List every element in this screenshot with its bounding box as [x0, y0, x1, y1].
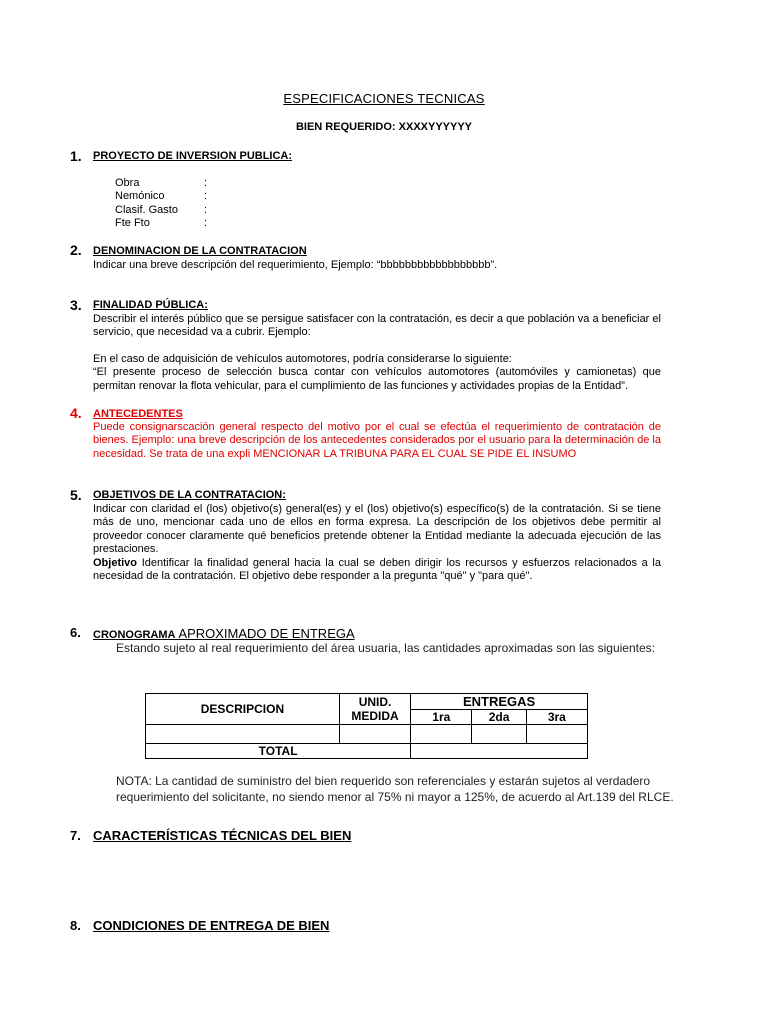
section-6-heading-a: CRONOGRAMA: [93, 629, 176, 641]
field-row: [115, 177, 207, 190]
field-row: [115, 204, 207, 217]
section-8-heading: CONDICIONES DE ENTREGA DE BIEN: [93, 918, 330, 933]
section-3-number: 3.: [70, 297, 82, 313]
table-row: [146, 725, 588, 744]
section-5-number: 5.: [70, 487, 82, 503]
table-cell: [146, 725, 340, 744]
section-3-paragraph-2: [93, 353, 661, 393]
header-descripcion: DESCRIPCION: [146, 694, 340, 725]
header-medida: MEDIDA: [351, 709, 399, 723]
section-7-number: 7.: [70, 828, 81, 843]
field-separator: :: [204, 203, 208, 216]
table-header-row: [146, 694, 588, 710]
header-2da: 2da: [472, 710, 526, 725]
total-value: [411, 744, 588, 759]
objetivo-label: Objetivo: [93, 557, 138, 569]
field-label: Clasif. Gasto: [115, 203, 178, 216]
section-4-number: 4.: [70, 405, 82, 421]
section-5-paragraph-2: [93, 557, 661, 584]
header-unid-medida: [339, 694, 410, 725]
section-6-heading-b: APROXIMADO DE ENTREGA: [175, 626, 355, 641]
section-5-heading: OBJETIVOS DE LA CONTRATACION:: [93, 489, 286, 501]
objetivo-text: Identificar la finalidad general hacia la cual se deben dirigir los recursos y esfuerzos relacionados a la necesidad de la contratación. El objetivo debe responder a la pregunta "qué" y "para qué".: [93, 557, 661, 583]
section-2-heading: DENOMINACION DE LA CONTRATACION: [93, 245, 307, 257]
section-3-intro: En el caso de adquisición de vehículos automotores, podría considerarse lo siguiente:: [93, 353, 512, 365]
document-title: ESPECIFICACIONES TECNICAS: [283, 91, 485, 106]
total-label: TOTAL: [146, 744, 411, 759]
header-1ra: 1ra: [411, 710, 472, 725]
section-8-number: 8.: [70, 918, 81, 933]
section-4-text: Puede consignarscación general respecto del motivo por el cual se efectúa el requerimiento de contratación de bienes. Ejemplo: una breve descripción de los antecedentes considerados por el usuario para la determinación de la necesidad. Se trata de una expli MENCIONAR LA TRIBUNA PARA EL CUAL SE PIDE EL INSUMO: [93, 421, 661, 460]
header-3ra: 3ra: [526, 710, 587, 725]
section-1-number: 1.: [70, 148, 82, 164]
section-6-note: NOTA: La cantidad de suministro del bien requerido son referenciales y estarán sujetos al verdadero requerimiento del solicitante, no siendo menor al 75% ni mayor a 125%, de acuerdo al Art.139 del RLCE.: [116, 774, 674, 804]
deliveries-table: [145, 693, 588, 759]
table-total-row: [146, 744, 588, 759]
field-separator: :: [204, 177, 208, 189]
field-row: [115, 190, 207, 203]
field-separator: :: [204, 217, 208, 230]
section-7-heading: CARACTERÍSTICAS TÉCNICAS DEL BIEN: [93, 828, 352, 843]
section-1-fields: [115, 177, 207, 231]
section-2-number: 2.: [70, 242, 82, 258]
field-label: Obra: [115, 177, 140, 189]
header-unid: UNID.: [358, 695, 392, 709]
field-label: Fte Fto: [115, 217, 150, 230]
table-cell: [526, 725, 587, 744]
section-3-heading: FINALIDAD PÚBLICA:: [93, 299, 208, 311]
table-cell: [339, 725, 410, 744]
section-6-intro: Estando sujeto al real requerimiento del área usuaria, las cantidades aproximadas son las siguientes:: [116, 641, 655, 655]
section-1-heading: PROYECTO DE INVERSION PUBLICA:: [93, 150, 293, 162]
field-label: Nemónico: [115, 190, 165, 203]
table-cell: [472, 725, 526, 744]
section-3-example: “El presente proceso de selección busca contar con vehículos automotores (automóviles y camionetas) que permitan renovar la flota vehicular, para el cumplimiento de las funciones y actividades propias de la Entidad”.: [93, 366, 661, 392]
field-row: [115, 217, 207, 230]
section-5-paragraph-1: Indicar con claridad el (los) objetivo(s) general(es) y el (los) objetivo(s) específico(s) de la contratación. Si se tiene más de uno, mencionar cada uno de ellos en forma expresa. La descripción de los objetivos debe permitir al proveedor conocer claramente qué beneficios pretende obtener la Entidad mediante la adecuada ejecución de las prestaciones.: [93, 503, 661, 556]
section-3-paragraph-1: Describir el interés público que se persigue satisfacer con la contratación, es decir a que población va a beneficiar el servicio, que necesidad va a cubrir. Ejemplo:: [93, 313, 661, 339]
table-cell: [411, 725, 472, 744]
section-4-heading: ANTECEDENTES: [93, 408, 183, 420]
document-subtitle: BIEN REQUERIDO: XXXXYYYYYY: [295, 121, 473, 133]
section-6-number: 6.: [70, 625, 81, 640]
header-entregas: ENTREGAS: [411, 694, 588, 710]
section-2-text: Indicar una breve descripción del requerimiento, Ejemplo: “bbbbbbbbbbbbbbbbbb”.: [93, 259, 498, 271]
field-separator: :: [204, 190, 208, 203]
